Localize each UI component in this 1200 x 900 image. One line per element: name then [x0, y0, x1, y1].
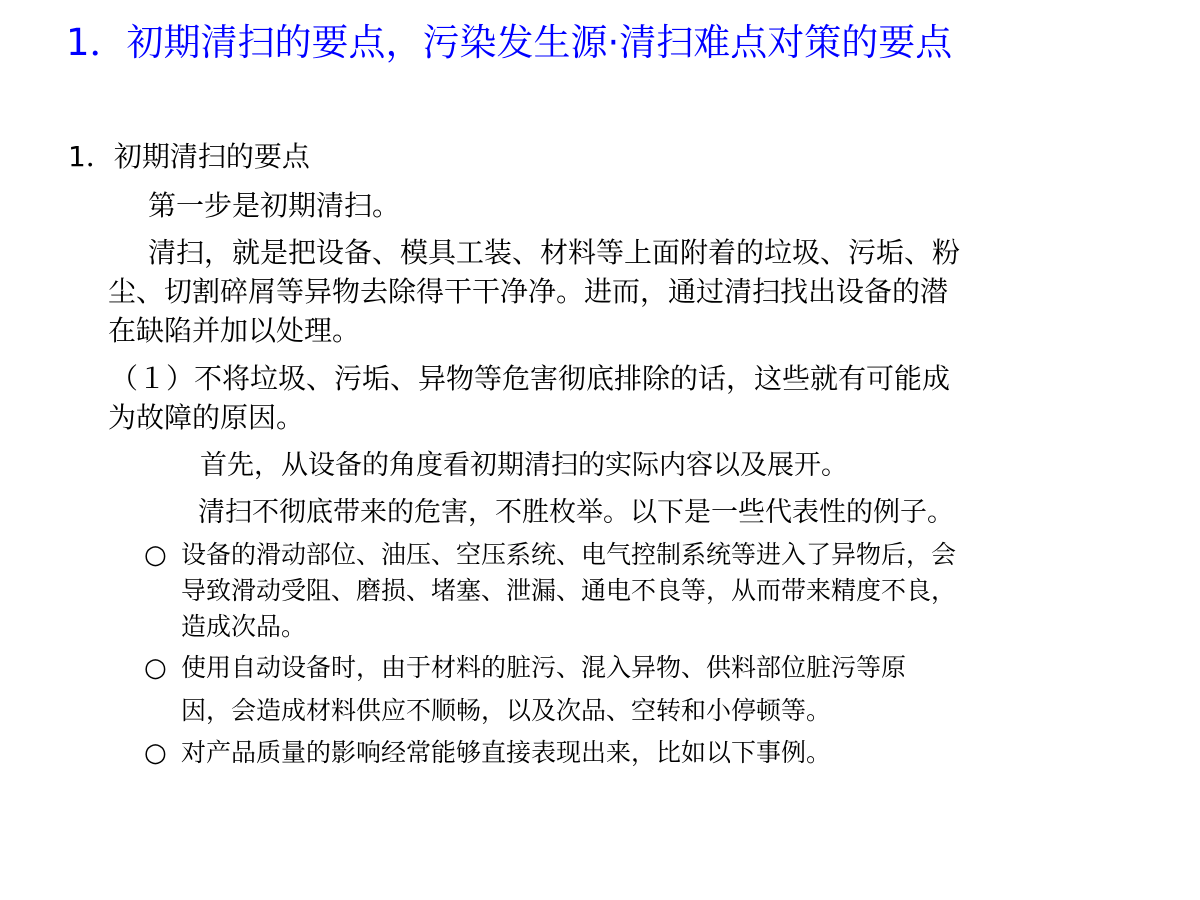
- paragraph-cleaning-line-2: 尘、切割碎屑等异物去除得干干净净。进而，通过清扫找出设备的潜: [108, 275, 949, 308]
- section-heading: 1．初期清扫的要点: [68, 140, 310, 173]
- bullet-circle-icon: ○: [144, 738, 167, 768]
- bullet-1-line-2: 导致滑动受阻、磨损、堵塞、泄漏、通电不良等，从而带来精度不良，: [181, 576, 957, 605]
- point-one-line-2: 为故障的原因。: [108, 401, 305, 434]
- paragraph-harms: 清扫不彻底带来的危害，不胜枚举。以下是一些代表性的例子。: [198, 497, 954, 528]
- paragraph-cleaning-line-1: 清扫，就是把设备、模具工装、材料等上面附着的垃圾、污垢、粉: [148, 236, 961, 269]
- paragraph-first-step: 第一步是初期清扫。: [148, 189, 401, 222]
- bullet-2-line-2: 因，会造成材料供应不顺畅，以及次品、空转和小停顿等。: [181, 696, 832, 725]
- bullet-1-line-3: 造成次品。: [181, 612, 307, 641]
- bullet-circle-icon: ○: [144, 540, 167, 570]
- paragraph-first-line: 首先，从设备的角度看初期清扫的实际内容以及展开。: [200, 450, 848, 481]
- bullet-3-line-1: 对产品质量的影响经常能够直接表现出来，比如以下事例。: [181, 738, 832, 767]
- bullet-circle-icon: ○: [144, 653, 167, 683]
- paragraph-cleaning-line-3: 在缺陷并加以处理。: [108, 314, 361, 347]
- slide-title: 1．初期清扫的要点，污染发生源·清扫难点对策的要点: [66, 21, 953, 64]
- bullet-2-line-1: 使用自动设备时，由于材料的脏污、混入异物、供料部位脏污等原: [181, 653, 907, 682]
- bullet-1-line-1: 设备的滑动部位、油压、空压系统、电气控制系统等进入了异物后，会: [181, 540, 957, 569]
- point-one-line-1: （１）不将垃圾、污垢、异物等危害彻底排除的话，这些就有可能成: [110, 362, 951, 395]
